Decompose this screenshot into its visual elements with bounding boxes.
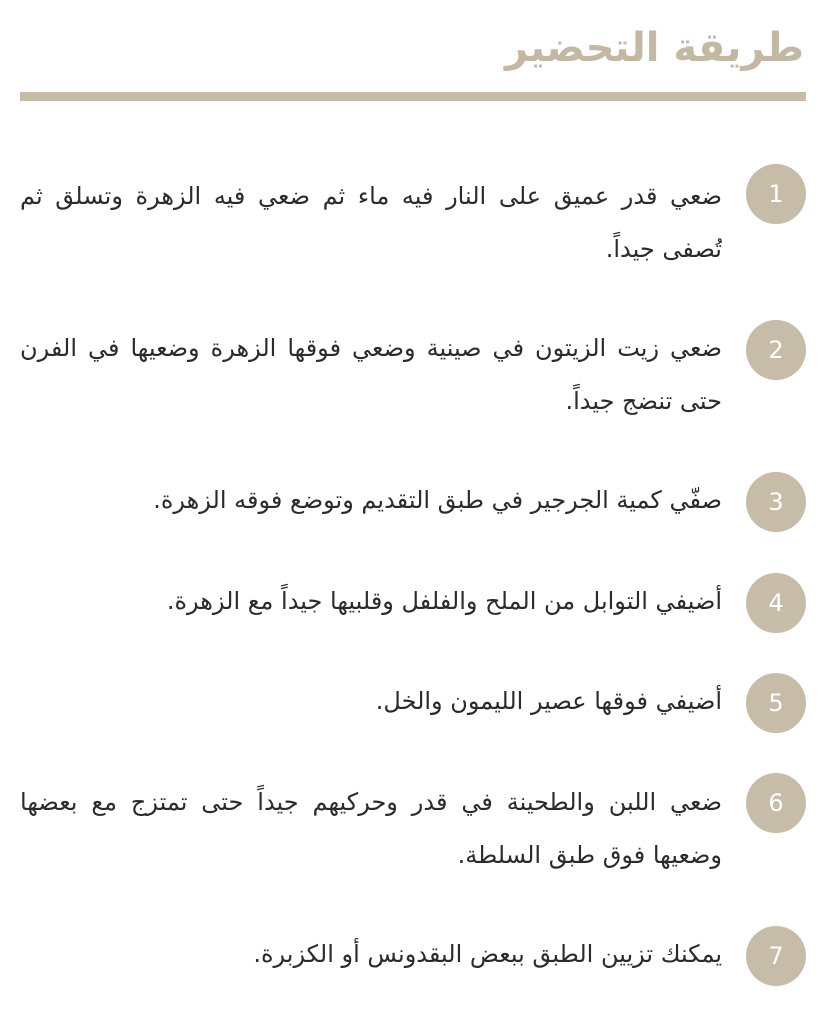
step-item-5 [20, 673, 806, 735]
step-number-badge: 3 [746, 472, 806, 532]
step-number-badge: 6 [746, 773, 806, 833]
step-text: أضيفي فوقها عصير الليمون والخل. [375, 687, 722, 715]
step-text: أضيفي التوابل من الملح والفلفل وقلبيها جيداً مع الزهرة. [166, 587, 722, 615]
step-number-badge: 5 [746, 673, 806, 733]
step-item-4 [20, 573, 806, 635]
step-number-badge: 7 [746, 926, 806, 986]
step-item-2 [20, 320, 806, 430]
page-title: طريقة التحضير [504, 25, 804, 71]
step-text: ضعي قدر عميق على النار فيه ماء ثم ضعي فيه الزهرة وتسلق ثم تُصفى جيداً. [20, 182, 722, 263]
step-text: صفّي كمية الجرجير في طبق التقديم وتوضع فوقه الزهرة. [153, 486, 722, 514]
step-text: يمكنك تزيين الطبق ببعض البقدونس أو الكزبرة. [253, 940, 722, 968]
step-item-7 [20, 926, 806, 988]
step-text: ضعي زيت الزيتون في صينية وضعي فوقها الزهرة وضعيها في الفرن حتى تنضج جيداً. [20, 334, 722, 415]
step-item-3 [20, 472, 806, 534]
step-item-1 [20, 164, 806, 274]
step-number-badge: 2 [746, 320, 806, 380]
step-text: ضعي اللبن والطحينة في قدر وحركيهم جيداً حتى تمتزج مع بعضها وضعيها فوق طبق السلطة. [20, 788, 722, 869]
step-number-badge: 4 [746, 573, 806, 633]
step-number-badge: 1 [746, 164, 806, 224]
step-item-6 [20, 773, 806, 883]
